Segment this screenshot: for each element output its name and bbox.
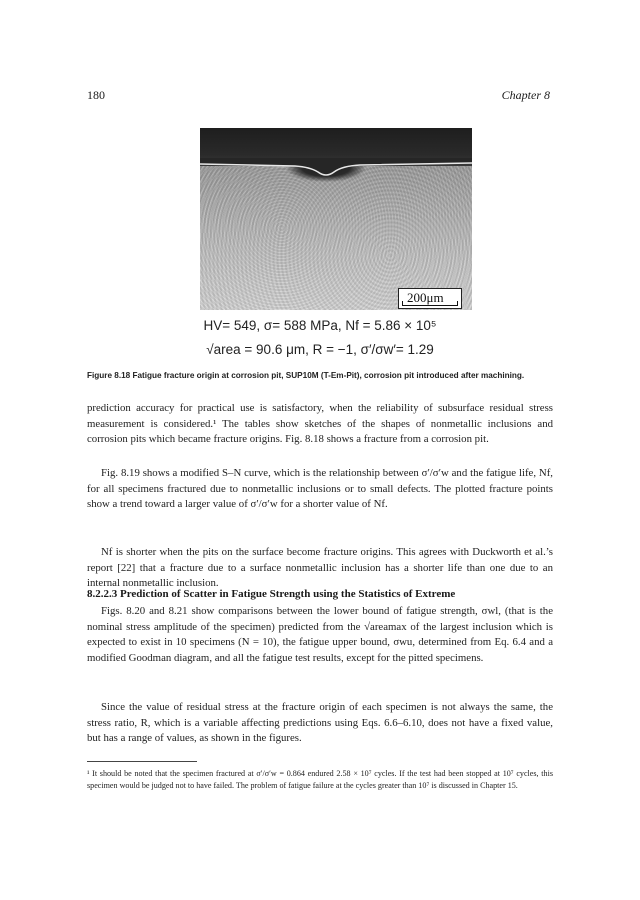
footnote: ¹ It should be noted that the specimen fractured at σ′/σ′w = 0.864 endured 2.58 × 10⁷ cycles. If the test had been stopped at 10⁷ cycles, this specimen would be judged not to have failed. The problem of fatigue failure at the cycles greater than 10⁷ is discussed in Chapter 15. [87, 769, 553, 790]
section-heading: 8.2.2.3 Prediction of Scatter in Fatigue Strength using the Statistics of Extreme [87, 588, 456, 600]
figure-caption-line1: HV= 549, σ= 588 MPa, Nf = 5.86 × 10⁵ [203, 318, 437, 333]
scale-label: 200μm [407, 290, 444, 305]
scale-bar [402, 301, 458, 306]
corrosion-pit-edge [200, 158, 472, 198]
paragraph-1: prediction accuracy for practical use is satisfactory, when the reliability of subsurface residual stress measurement is considered.¹ The tables show sketches of the shapes of nonmetallic inclusions and corrosion pits which became fracture origins. Fig. 8.18 shows a fracture from a corrosion pit. [87, 402, 553, 446]
figure-caption-line2: √area = 90.6 μm, R = −1, σ′/σw′= 1.29 [206, 342, 434, 357]
footnote-divider [87, 761, 197, 762]
paragraph-3: Nf is shorter when the pits on the surface become fracture origins. This agrees with Duckworth et al.’s report [22] that a fracture due to a surface nonmetallic inclusion has a shorter life than one due to an internal nonmetallic inclusion. [87, 546, 553, 590]
scale-bar-box [398, 288, 462, 309]
paragraph-5: Since the value of residual stress at the fracture origin of each specimen is not always the same, the stress ratio, R, which is a variable affecting predictions using Eqs. 6.6–6.10, does not have a fixed value, but has a range of values, as shown in the figures. [87, 701, 553, 745]
paragraph-2: Fig. 8.19 shows a modified S–N curve, which is the relationship between σ′/σ′w and the fatigue life, Nf, for all specimens fractured due to nonmetallic inclusions or to small defects. The plotted fracture points show a trend toward a larger value of σ′/σ′w for a shorter value of Nf. [87, 467, 553, 511]
running-header-chapter: Chapter 8 [501, 88, 550, 102]
paragraph-4: Figs. 8.20 and 8.21 show comparisons between the lower bound of fatigue strength, σwl, (that is the nominal stress amplitude of the specimen) predicted from the √areamax of the largest inclusion which is expected to exist in 10 specimens (N = 10), the fatigue upper bound, σwu, determined from Eq. 6.4 and a modified Goodman diagram, and all the fatigue test results, except for the pitted specimens. [87, 605, 553, 664]
page-number: 180 [87, 88, 105, 102]
figure-caption: Figure 8.18 Fatigue fracture origin at corrosion pit, SUP10M (T-Em-Pit), corrosion pit introduced after machining. [87, 371, 525, 380]
fracture-micrograph [200, 128, 472, 310]
